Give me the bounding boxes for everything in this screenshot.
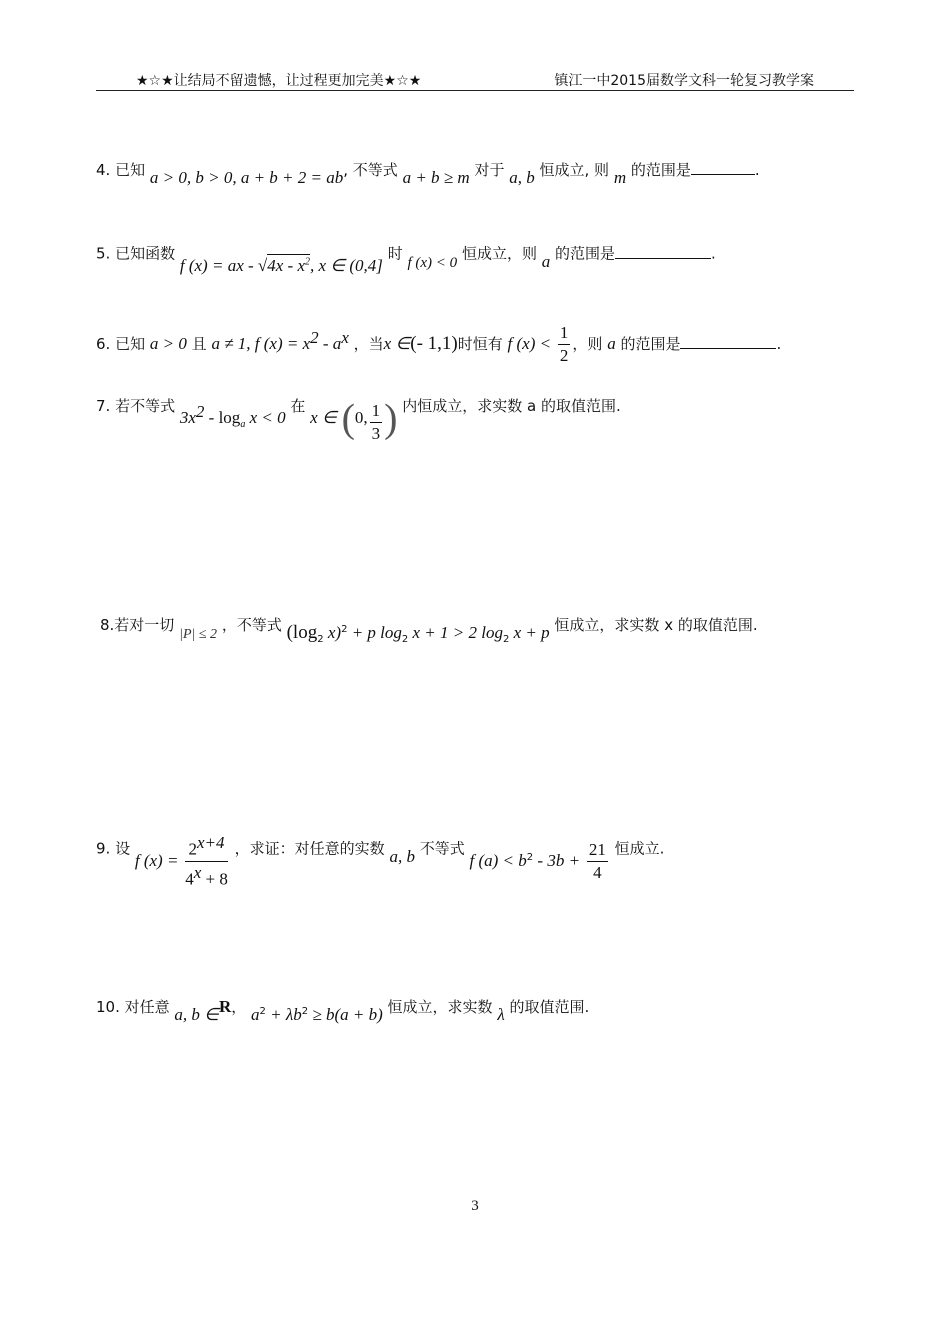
problem-6-interval: (- 1,1) xyxy=(410,333,458,354)
problem-8: 8.若对一切 |P| ≤ 2 ，不等式 ($\log_2$ x)$^2$ + p $\log_2 x + 1 > 2$ $\log_2 x + p$ 恒成立，求实数 x 的取值范围. xyxy=(100,616,758,645)
fraction-21-over-4: $\frac{21}{4}$ xyxy=(588,839,606,882)
problem-4: 4. 已知 a > 0, b > 0, a + b + 2 = ab, 不等式 a + b ≥ m 对于 a, b 恒成立, 则 m 的范围是 . xyxy=(96,161,760,187)
answer-blank xyxy=(680,334,776,349)
problem-6: 6. 已知 a > 0 且 a ≠ 1, f $(x) = x^2 - a^x$ ，当x ∈(- 1,1)时恒有 f (x) < $\frac{1}{2}$ ，则 a 的范围是 . xyxy=(96,323,782,365)
problem-10: 10. 对任意 a, b ∈R， $a^2 + \lambda b^2 \ge b(a + b)$ 恒成立，求实数 λ 的取值范围. xyxy=(96,997,590,1024)
fraction-one-half: $\frac{1}{2}$ xyxy=(559,323,569,365)
answer-blank xyxy=(615,244,711,259)
problem-9: 9. 设 f (x) = $\frac{2^{x+4}}{4^x + 8}$ ，求证：对任意的实数 a, b 不等式 f $(a) < b^2 - 3b$ + $\frac{21}{4}$ 恒成立. xyxy=(96,833,665,889)
page-number: 3 xyxy=(471,1198,479,1214)
problem-9-function-fraction: $\frac{2^{x+4}}{4^x + 8}$ xyxy=(185,833,228,889)
header-motto: ★☆★让结局不留遗憾，让过程更加完美★☆★ xyxy=(136,73,422,89)
problem-4-condition: a > 0, b > 0, a + b + 2 = ab xyxy=(149,168,344,187)
problem-4-inequality: a + b ≥ m xyxy=(402,168,470,187)
header-course-title: 镇江一中2015届数学文科一轮复习教学案 xyxy=(554,73,814,89)
problem-7: 7. 若不等式 $3x^2 - \log_a x < 0$ 在 x ∈ (0, $\frac{1}{3}$ ) 内恒成立，求实数 a 的取值范围. xyxy=(96,395,621,443)
fraction-one-third: $\frac{1}{3}$ xyxy=(371,401,381,443)
page-header xyxy=(96,68,854,91)
problem-5-radicand: $4x - x^2$ xyxy=(267,255,311,275)
answer-blank xyxy=(691,160,755,175)
problem-5: 5. 已知函数 f (x) = ax - $√4x - x^2$, x ∈ (0,4] 时 f (x) < 0 恒成立，则 a 的范围是 . xyxy=(96,244,716,275)
